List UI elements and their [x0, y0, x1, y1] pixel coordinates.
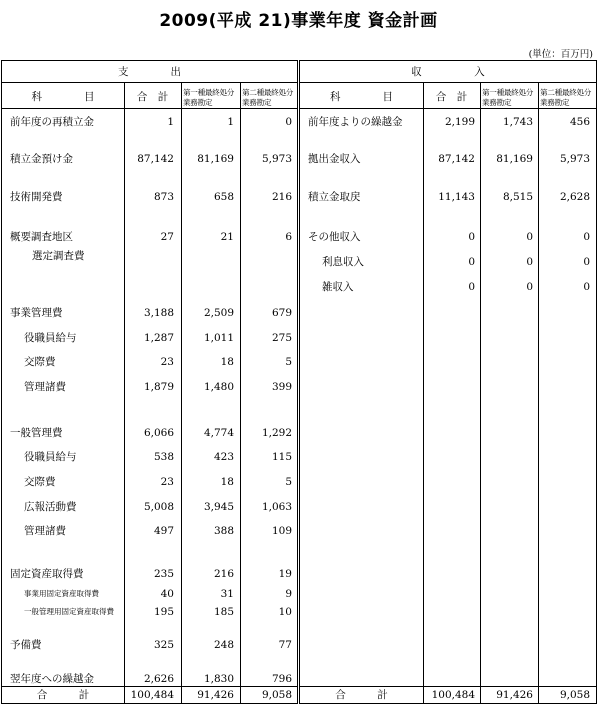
divider — [300, 82, 596, 83]
section-label: 支 出 — [118, 66, 181, 78]
divider — [538, 83, 539, 703]
page-title: 2009(平成 21)事業年度 資金計画 — [159, 11, 438, 31]
expenditure-table: 支 出 科 目 合 計 第一種最終処分 業務勘定 第二種最終処分 業務勘定 前年度の再積立金 1 1 0 積立金預け金 87,142 81,169 5,973 技術開発費 873 658 216 概要調査地区 27 21 6 選定調査費 事業管理費 3,188 2,509 679 役職員給与 1,287 1,011 275 交際費 23 18 5 管理諸費 1,879 1,480 399 一般管理費 6,066 4,774 1,292 役職員給与 538 423 115 交際費 23 18 5 広報活動費 5,008 3,945 1,063 管理諸費 497 388 109 固定資産取得費 235 216 19 事業用固定資産取得費 40 31 9 一般管理用固定資産取得費 195 185 10 予備費 325 248 77 翌年度への繰越金 2,626 1,830 796 合 計 100,484 91,426 9,058 — [1, 60, 298, 704]
divider — [2, 686, 297, 687]
divider — [423, 83, 424, 703]
divider — [2, 108, 297, 109]
divider — [480, 83, 481, 703]
header-type2: 第二種最終処分 業務勘定 — [242, 88, 294, 107]
divider — [2, 82, 297, 83]
income-table: 収 入 科 目 合 計 第一種最終処分 業務勘定 第二種最終処分 業務勘定 前年度よりの繰越金 2,199 1,743 456 拠出金収入 87,142 81,169 5,973 積立金取戻 11,143 8,515 2,628 その他収入 0 0 0 利息収入 0 0 0 雑収入 0 0 0 合 計 100,484 91,426 9,058 — [299, 60, 597, 704]
section-label: 収 入 — [411, 66, 485, 78]
header-type1: 第一種最終処分 業務勘定 — [183, 88, 235, 107]
header-item: 科 目 — [31, 91, 95, 103]
header-type1: 第一種最終処分 業務勘定 — [482, 88, 534, 107]
header-total: 合 計 — [136, 91, 169, 103]
header-item: 科 目 — [330, 91, 393, 103]
divider — [300, 686, 596, 687]
header-type2: 第二種最終処分 業務勘定 — [540, 88, 592, 107]
divider — [300, 108, 596, 109]
unit-label: (単位：百万円) — [528, 49, 593, 60]
header-total: 合 計 — [435, 91, 468, 103]
